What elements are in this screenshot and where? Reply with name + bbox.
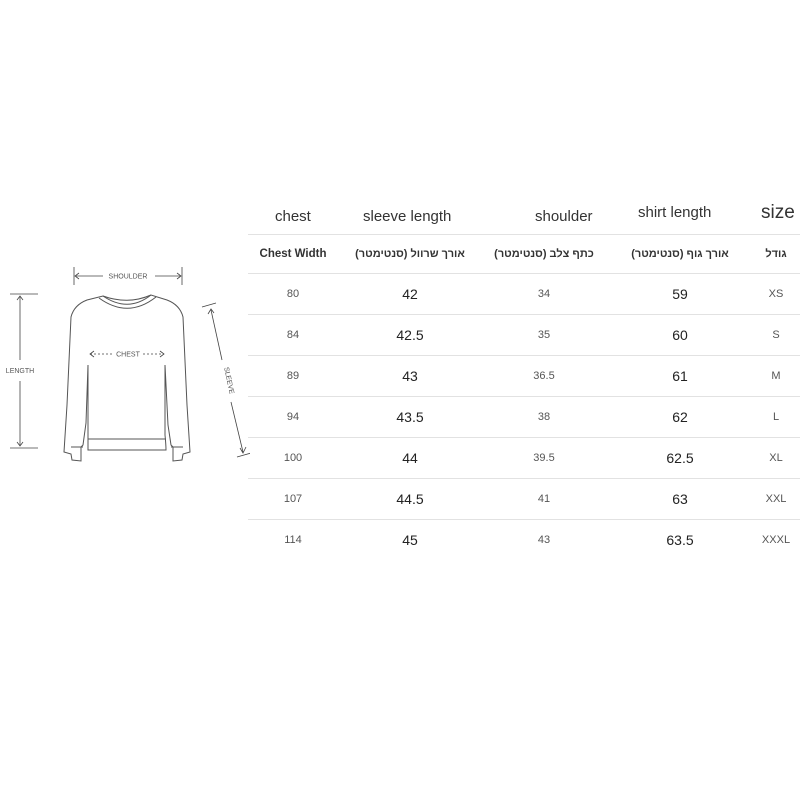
cell-sleeve: 45 [402, 532, 418, 548]
cell-shirt: 63.5 [666, 532, 694, 548]
table-row [248, 315, 800, 356]
cell-sleeve: 42 [402, 286, 418, 302]
cell-shoulder: 36.5 [533, 370, 555, 382]
sweatshirt-illustration [0, 255, 250, 485]
cell-size: S [772, 329, 780, 341]
table-row [248, 520, 800, 560]
table-row [248, 438, 800, 479]
table-row [248, 397, 800, 438]
header-shoulder: shoulder [535, 208, 593, 225]
size-chart-table [248, 198, 800, 560]
cell-shirt: 62.5 [666, 450, 694, 466]
chest-label: CHEST [116, 351, 140, 359]
length-label: LENGTH [5, 368, 35, 375]
cell-size: L [772, 411, 780, 423]
cell-size: XXXL [761, 534, 791, 546]
cell-sleeve: 44 [402, 450, 418, 466]
cell-size: M [771, 370, 781, 382]
sweatshirt-measurement-diagram [0, 255, 250, 485]
header-chest: chest [275, 208, 311, 225]
subheader-shirt-length: אורך גוף (סנטימטר) [631, 248, 729, 260]
cell-shoulder: 43 [537, 534, 551, 546]
table-row [248, 274, 800, 315]
cell-shoulder: 35 [537, 329, 551, 341]
table-row [248, 356, 800, 397]
cell-shirt: 63 [672, 491, 688, 507]
cell-sleeve: 44.5 [396, 491, 424, 507]
sleeve-label: SLEEVE [222, 366, 235, 395]
cell-shirt: 59 [672, 286, 688, 302]
cell-shirt: 61 [672, 368, 688, 384]
hebrew-header-row [248, 234, 800, 274]
cell-chest: 84 [286, 329, 300, 341]
cell-shirt: 62 [672, 409, 688, 425]
subheader-chest-width: Chest Width [259, 248, 327, 260]
cell-shoulder: 39.5 [533, 452, 555, 464]
cell-shoulder: 41 [537, 493, 551, 505]
cell-chest: 89 [286, 370, 300, 382]
header-shirt-length: shirt length [638, 204, 712, 221]
cell-size: XXL [765, 493, 787, 505]
cell-shoulder: 38 [537, 411, 551, 423]
cell-sleeve: 42.5 [396, 327, 424, 343]
cell-shoulder: 34 [537, 288, 551, 300]
subheader-shoulder: כתף צלב (סנטימטר) [494, 248, 594, 260]
cell-chest: 100 [283, 452, 303, 464]
cell-size: XS [768, 288, 784, 300]
cell-size: XL [769, 452, 783, 464]
subheader-size: גודל [765, 248, 787, 260]
header-size: size [761, 202, 795, 223]
cell-shirt: 60 [672, 327, 688, 343]
table-row [248, 479, 800, 520]
cell-sleeve: 43.5 [396, 409, 424, 425]
cell-chest: 107 [283, 493, 303, 505]
cell-sleeve: 43 [402, 368, 418, 384]
shoulder-label: SHOULDER [108, 273, 148, 281]
header-sleeve-length: sleeve length [363, 208, 452, 225]
subheader-sleeve: אורך שרוול (סנטימטר) [355, 248, 465, 260]
cell-chest: 80 [286, 288, 300, 300]
english-header-row [248, 198, 800, 234]
cell-chest: 94 [286, 411, 300, 423]
cell-chest: 114 [284, 534, 302, 546]
